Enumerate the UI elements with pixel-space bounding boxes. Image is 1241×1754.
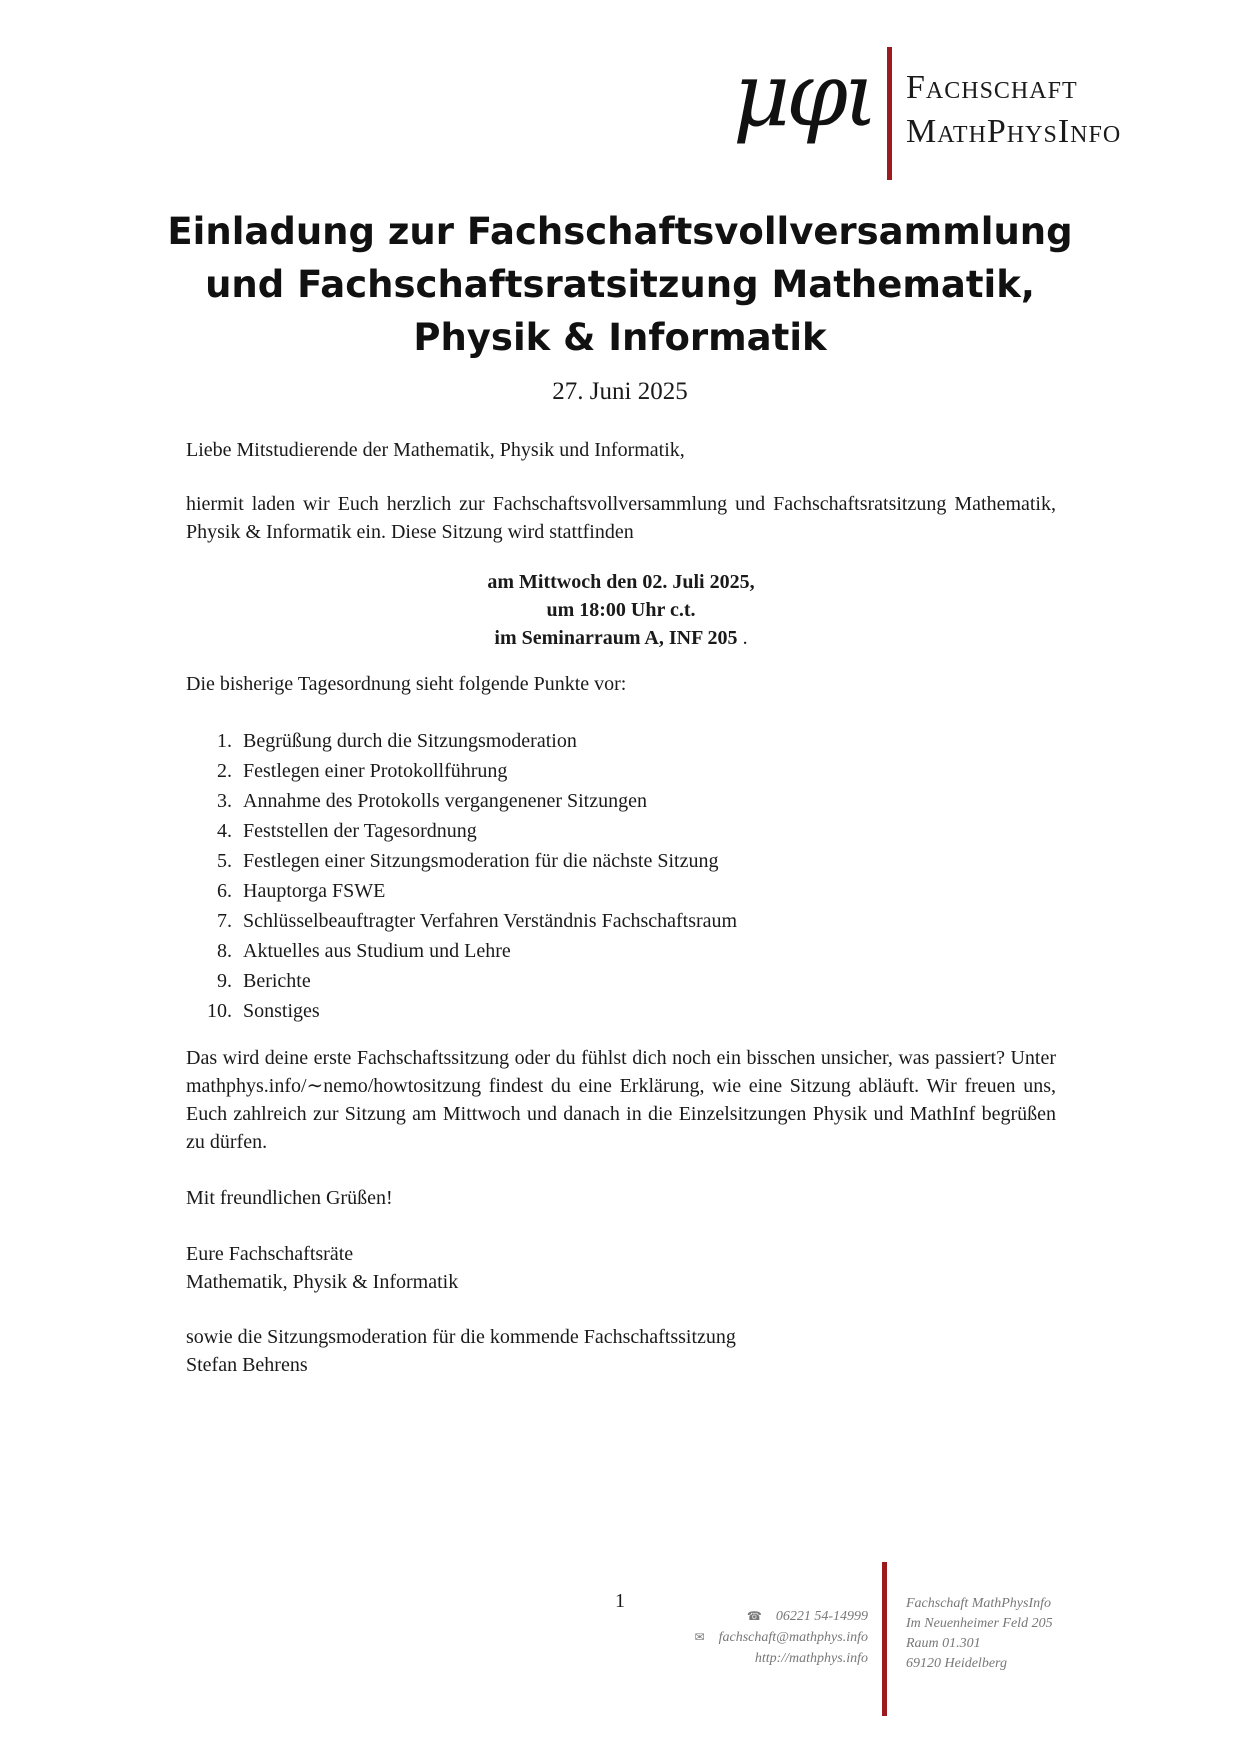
email-link[interactable]: fachschaft@mathphys.info [718, 1630, 868, 1645]
address-line: Im Neuenheimer Feld 205 [906, 1616, 1053, 1631]
agenda-item: 9. Berichte [217, 970, 311, 992]
agenda-item: 8. Aktuelles aus Studium und Lehre [217, 940, 511, 962]
phone-number: 06221 54-14999 [775, 1609, 868, 1624]
address-line: Raum 01.301 [906, 1636, 981, 1651]
moderation-block [186, 1323, 1056, 1379]
mail-icon: ✉ [694, 1630, 705, 1644]
logo-mark: μφι [733, 43, 875, 146]
phone-icon: ☎ [746, 1609, 762, 1623]
signature-line2: Mathematik, Physik & Informatik [186, 1271, 459, 1293]
agenda-item: 3. Annahme des Protokolls vergangenener Sitzungen [217, 790, 647, 812]
page-number: 1 [615, 1590, 625, 1612]
moderation-line: sowie die Sitzungsmoderation für die kommende Fachschaftssitzung [186, 1326, 736, 1348]
agenda-item: 2. Festlegen einer Protokollführung [217, 760, 508, 782]
website-link[interactable]: http://mathphys.info [754, 1651, 868, 1666]
signature-block [186, 1240, 1056, 1296]
agenda-intro: Die bisherige Tagesordnung sieht folgende Punkte vor: [186, 673, 627, 695]
meeting-details [186, 568, 1056, 652]
email-line [600, 1627, 868, 1648]
agenda-item: 4. Feststellen der Tagesordnung [217, 820, 477, 842]
closing-paragraph: Das wird deine erste Fachschaftssitzung oder du fühlst dich noch ein bisschen unsicher, was passiert? Unter mathphys.info/∼nemo/howtositzung findest du eine Erklärung, wie eine Sitzung abläuft. Wir freuen uns, Euch zahlreich zur Sitzung am Mittwoch und danach in die Einzelsitzungen Physik und MathInf begrüßen zu dürfen. [186, 1047, 1056, 1153]
org-name-line1: Fachschaft [906, 69, 1078, 106]
agenda-item: 5. Festlegen einer Sitzungsmoderation für die nächste Sitzung [217, 850, 719, 872]
footer-divider [882, 1562, 887, 1716]
address-block [906, 1594, 1053, 1674]
meeting-place-suffix: . [737, 627, 748, 649]
title-line3: Physik & Informatik [413, 316, 827, 359]
signature-line1: Eure Fachschaftsräte [186, 1243, 354, 1265]
meeting-time: um 18:00 Uhr c.t. [546, 599, 696, 621]
org-name-line2: MathPhysInfo [906, 113, 1122, 150]
org-name [906, 66, 1121, 154]
salutation: Liebe Mitstudierende der Mathematik, Physik und Informatik, [186, 439, 685, 461]
document-title [120, 205, 1120, 364]
agenda-item: 10. Sonstiges [207, 1000, 320, 1022]
meeting-place: im Seminarraum A, INF 205 [494, 627, 738, 649]
address-line: 69120 Heidelberg [906, 1656, 1007, 1671]
title-line2: und Fachschaftsratsitzung Mathematik, [205, 263, 1035, 306]
agenda-list [186, 726, 737, 1026]
title-line1: Einladung zur Fachschaftsvollversammlung [167, 210, 1073, 253]
document-date: 27. Juni 2025 [552, 378, 688, 405]
contact-block [600, 1606, 868, 1669]
meeting-day: am Mittwoch den 02. Juli 2025, [487, 571, 755, 593]
agenda-item: 6. Hauptorga FSWE [217, 880, 386, 902]
greeting: Mit freundlichen Grüßen! [186, 1187, 393, 1209]
phone-line [600, 1606, 868, 1627]
intro-paragraph: hiermit laden wir Euch herzlich zur Fachschaftsvollversammlung und Fachschaftsratsitzung Mathematik, Physik & Informatik ein. Diese Sitzung wird stattfinden [186, 493, 1056, 543]
agenda-item: 7. Schlüsselbeauftragter Verfahren Verständnis Fachschaftsraum [217, 910, 738, 932]
agenda-item: 1. Begrüßung durch die Sitzungsmoderation [217, 730, 577, 752]
address-line: Fachschaft MathPhysInfo [906, 1596, 1052, 1611]
logo-divider [887, 47, 892, 180]
moderator-name: Stefan Behrens [186, 1354, 308, 1376]
